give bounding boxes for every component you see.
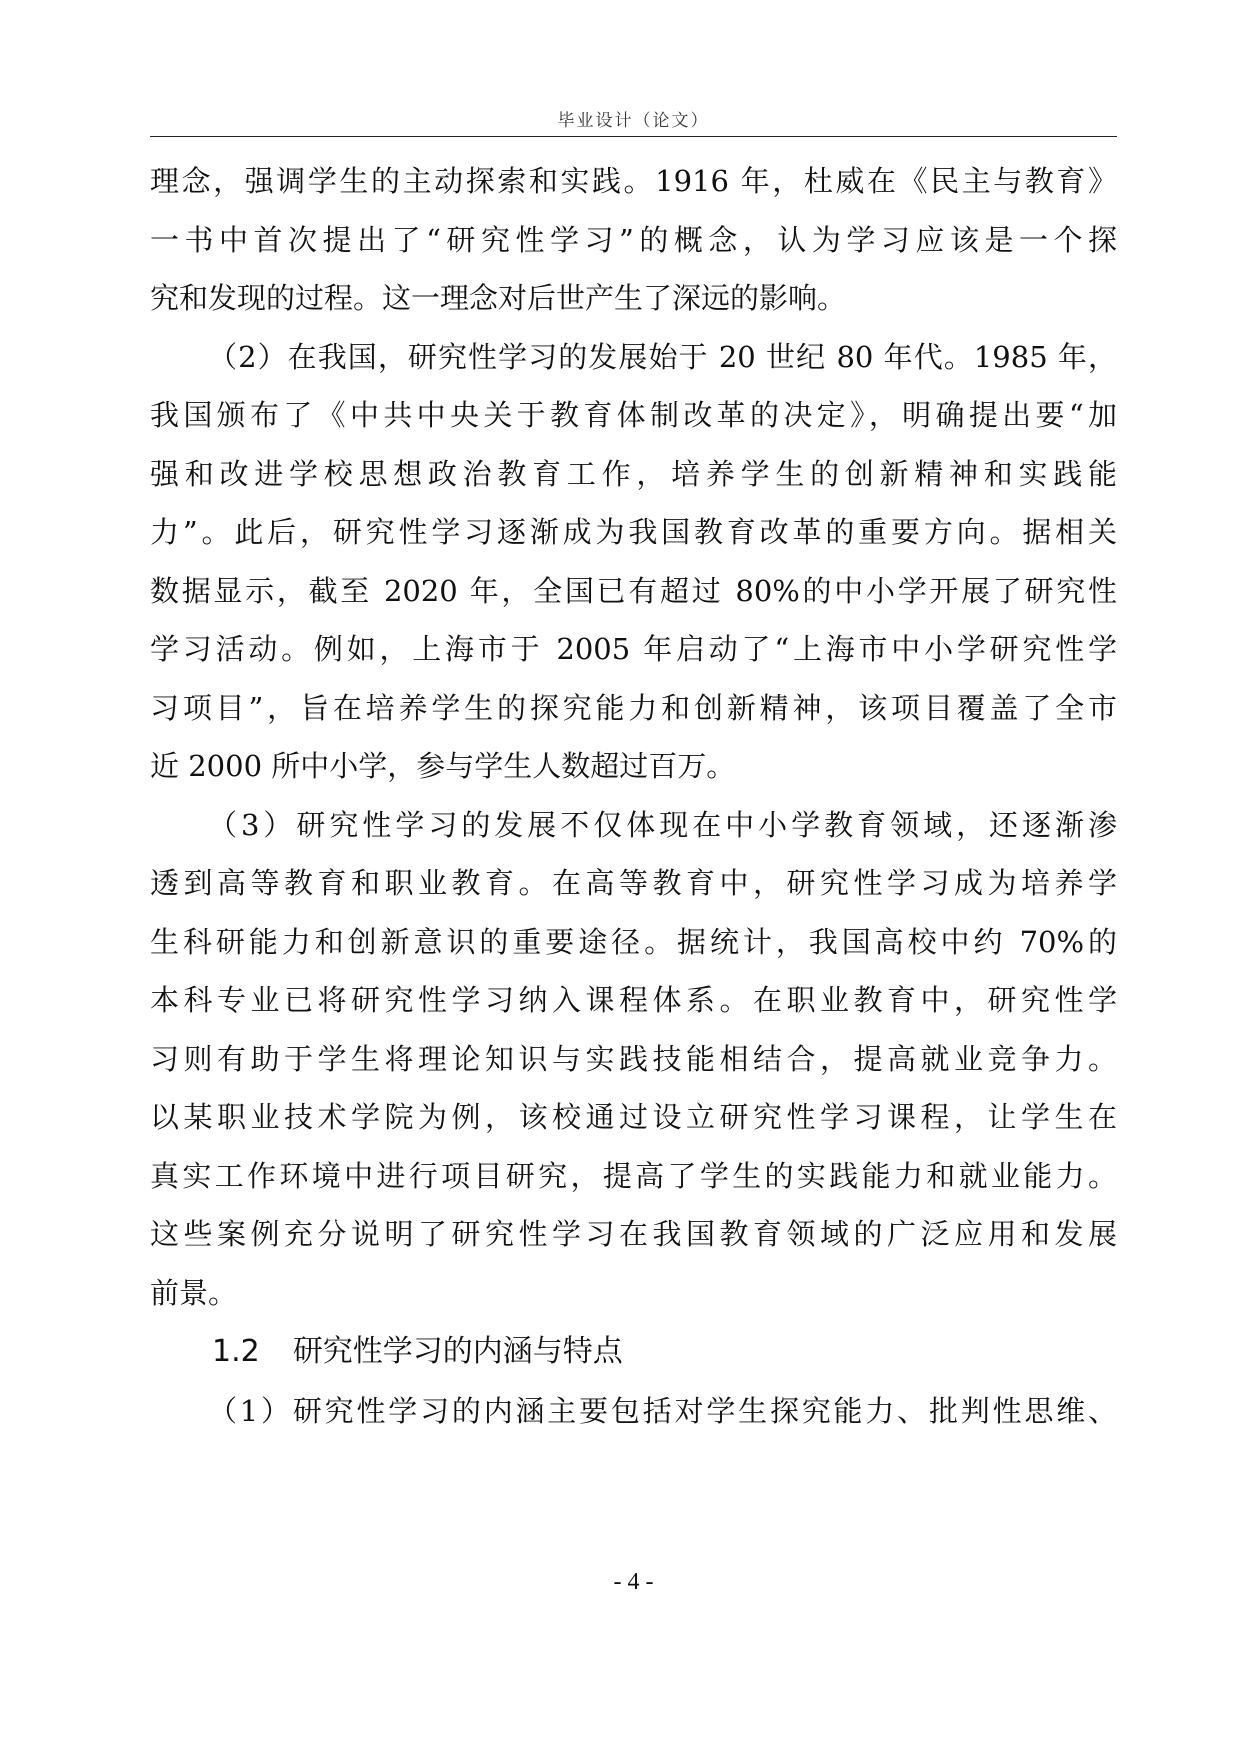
body-line: 透到高等教育和职业教育。在高等教育中，研究性学习成为培养学 (150, 866, 1117, 900)
document-body (150, 152, 1117, 1441)
running-header: 毕业设计（论文） (557, 111, 710, 131)
body-line: 近 2000 所中小学，参与学生人数超过百万。 (150, 749, 736, 783)
body-line: 我国颁布了《中共中央关于教育体制改革的决定》，明确提出要“加 (150, 398, 1117, 432)
body-line: 究和发现的过程。这一理念对后世产生了深远的影响。 (150, 281, 847, 315)
section-title: 研究性学习的内涵与特点 (292, 1334, 623, 1369)
body-line: 力”。此后，研究性学习逐渐成为我国教育改革的重要方向。据相关 (150, 515, 1117, 549)
body-line: 强和改进学校思想政治教育工作，培养学生的创新精神和实践能 (150, 456, 1117, 491)
body-line: （3）研究性学习的发展不仅体现在中小学教育领域，还逐渐渗 (208, 807, 1117, 842)
body-line: 生科研能力和创新意识的重要途径。据统计，我国高校中约 70%的 (150, 924, 1117, 959)
body-line: 习则有助于学生将理论知识与实践技能相结合，提高就业竞争力。 (150, 1041, 1117, 1076)
body-line: 数据显示，截至 2020 年，全国已有超过 80%的中小学开展了研究性 (150, 573, 1117, 608)
page-number: - 4 - (613, 1569, 654, 1595)
body-line: （2）在我国，研究性学习的发展始于 20 世纪 80 年代。1985 年， (208, 339, 1117, 374)
header-divider (150, 136, 1117, 137)
section-heading (150, 1322, 1117, 1382)
section-number: 1.2 (212, 1334, 260, 1369)
body-line: （1）研究性学习的内涵主要包括对学生探究能力、批判性思维、 (208, 1394, 1117, 1428)
body-line: 本科专业已将研究性学习纳入课程体系。在职业教育中，研究性学 (150, 983, 1117, 1017)
body-line: 理念，强调学生的主动探索和实践。1916 年，杜威在《民主与教育》 (150, 164, 1117, 198)
body-line: 前景。 (150, 1275, 238, 1310)
body-line: 这些案例充分说明了研究性学习在我国教育领域的广泛应用和发展 (150, 1217, 1117, 1251)
body-line: 学习活动。例如，上海市于 2005 年启动了“上海市中小学研究性学 (150, 632, 1117, 666)
body-line: 习项目”，旨在培养学生的探究能力和创新精神，该项目覆盖了全市 (150, 690, 1117, 725)
body-line: 以某职业技术学院为例，该校通过设立研究性学习课程，让学生在 (150, 1100, 1117, 1134)
body-line: 一书中首次提出了“研究性学习”的概念，认为学习应该是一个探 (150, 222, 1117, 257)
body-line: 真实工作环境中进行项目研究，提高了学生的实践能力和就业能力。 (150, 1158, 1117, 1193)
